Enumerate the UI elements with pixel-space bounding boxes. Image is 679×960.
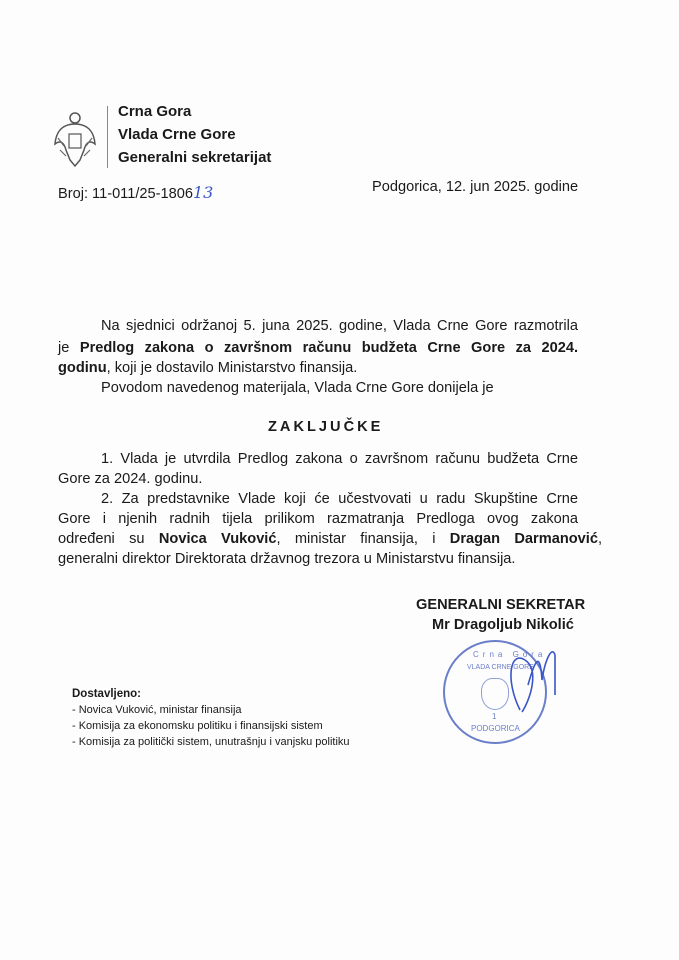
conclusion-line: Gore za 2024. godinu. xyxy=(58,471,203,487)
delivered-item: - Novica Vuković, ministar finansija xyxy=(72,704,242,716)
signature-name: Mr Dragoljub Nikolić xyxy=(432,617,574,633)
delivered-item: - Komisija za ekonomsku politiku i finansijski sistem xyxy=(72,720,323,732)
delivered-label: Dostavljeno: xyxy=(72,688,142,700)
header-country: Crna Gora xyxy=(118,103,192,120)
conclusion-line: određeni su Novica Vuković, ministar finansija, i Dragan Darmanović, xyxy=(58,531,602,547)
official-stamp: Crna Gora VLADA CRNE GORE 1 PODGORICA xyxy=(443,640,547,744)
header-government: Vlada Crne Gore xyxy=(118,126,236,143)
intro-line: Povodom navedenog materijala, Vlada Crne Gore donijela je xyxy=(101,380,494,396)
header-department: Generalni sekretarijat xyxy=(118,149,272,166)
intro-line: godinu, koji je dostavilo Ministarstvo finansija. xyxy=(58,360,358,376)
signature-title: GENERALNI SEKRETAR xyxy=(416,597,586,613)
conclusion-line: Gore i njenih radnih tijela prilikom razmatranja Predloga ovog zakona xyxy=(58,511,578,527)
conclusion-line: generalni direktor Direktorata državnog trezora u Ministarstvu finansija. xyxy=(58,551,516,567)
coat-of-arms-logo xyxy=(52,110,98,168)
reference-number: Broj: 11-011/25-180613 xyxy=(58,183,214,202)
intro-line: Na sjednici održanoj 5. juna 2025. godine, Vlada Crne Gore razmotrila xyxy=(101,318,578,334)
handwritten-signature xyxy=(500,640,570,720)
conclusion-line: 1. Vlada je utvrdila Predlog zakona o završnom računu budžeta Crne xyxy=(101,451,578,467)
conclusion-line: 2. Za predstavnike Vlade koji će učestvovati u radu Skupštine Crne xyxy=(101,491,578,507)
place-date: Podgorica, 12. jun 2025. godine xyxy=(372,179,579,195)
header-divider xyxy=(107,106,108,168)
intro-line: je Predlog zakona o završnom računu budžeta Crne Gore za 2024. xyxy=(58,340,578,356)
conclusions-heading: ZAKLJUČKE xyxy=(268,419,384,435)
delivered-item: - Komisija za politički sistem, unutrašnju i vanjsku politiku xyxy=(72,736,350,748)
handwritten-mark: 13 xyxy=(192,183,214,202)
